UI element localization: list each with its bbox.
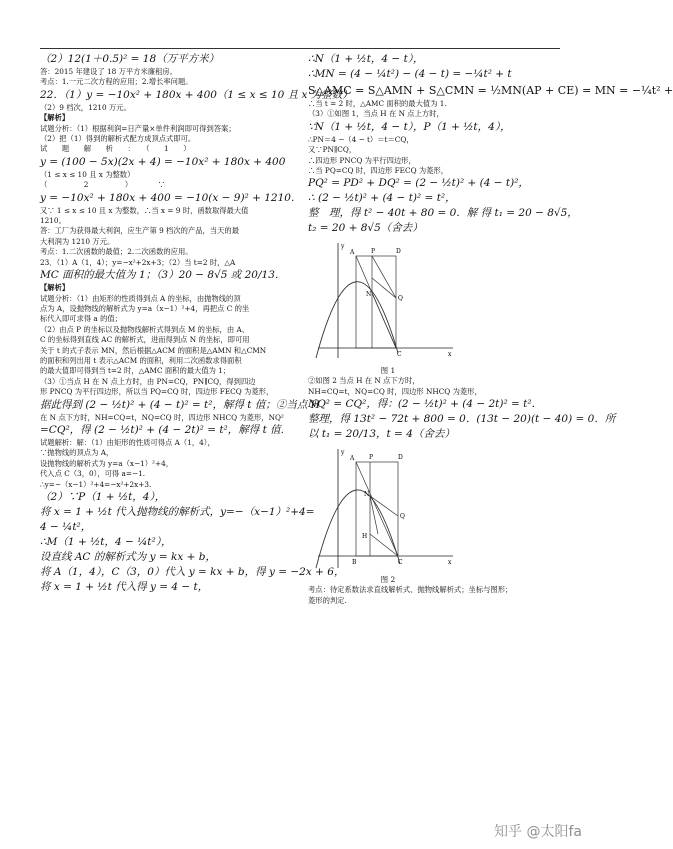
text-line: （2）把（1）得到的解析式配方成顶点式即可。 [40, 134, 196, 144]
text-line: 以 t₁ = 20/13，t = 4（舍去） [308, 428, 455, 441]
text-line: 的面积和列出用 t 表示△ACM 的面积，利用二次函数求得面积 [40, 355, 242, 365]
label-p: P [369, 454, 374, 462]
label-a: A [350, 455, 355, 463]
text-line: 答：工厂为获得最大利润，应生产第 9 档次的产品，当天的最 [40, 226, 239, 236]
text-line: （2）9 档次，1210 万元。 [40, 102, 131, 112]
text-line: y = −10x² + 180x + 400 = −10(x − 9)² + 1210. [40, 191, 295, 204]
label-b: B [352, 559, 357, 567]
text-line: y = (100 − 5x)(2x + 4) = −10x² + 180x + 400 [40, 155, 286, 168]
text-line: =CQ²，得 (2 − ½t)² + (4 − 2t)² = t²，解得 t 值. [40, 423, 285, 436]
text-line: ∴N（1 + ½t，4 − t）， [308, 53, 424, 65]
label-x: x [448, 351, 452, 359]
label-d: D [396, 248, 401, 256]
text-line: （ 2 ） ∵ [40, 180, 166, 190]
text-line: （1 ≤ x ≤ 10 且 x 为整数） [40, 169, 135, 179]
text-line: 考点：待定系数法求直线解析式、抛物线解析式；坐标与图形； [308, 585, 513, 595]
text-line: 1210。 [40, 216, 66, 226]
text-line: （2）由点 P 的坐标以及抛物线解析式得到点 M 的坐标，由 A、 [40, 324, 250, 334]
text-line: 标代入即可求得 a 的值； [40, 314, 122, 324]
label-x: x [448, 559, 452, 567]
text-line: ∵抛物线的顶点为 A， [40, 448, 114, 458]
text-line: 试题分析：（1）由矩形的性质得到点 A 的坐标，由抛物线的顶 [40, 293, 241, 303]
label-y: y [341, 243, 345, 251]
text-line: ∴PN＝4 −（4 − t）＝t＝CQ， [308, 134, 414, 144]
parabola [316, 282, 398, 358]
text-line: 将 x = 1 + ½t 代入抛物线的解析式，y=−（x−1）²+4= [40, 506, 315, 518]
figure-2 [308, 444, 458, 572]
text-line: 【解析】 [40, 113, 70, 123]
text-line: 试 题 解 析 ： （ 1 ） [40, 144, 191, 154]
text-line: 整理，得 13t² − 72t + 800 = 0．(13t − 20)(t − 40) = 0．所 [308, 413, 616, 426]
text-line: t₂ = 20 + 8√5（舍去） [308, 222, 423, 235]
text-line: NQ² = CQ²，得：(2 − ½t)² + (4 − 2t)² = t²． [308, 398, 543, 411]
label-n: N [364, 491, 370, 499]
text-line: 将 A（1，4），C（3，0）代入 y = kx + b，得 y = −2x + 6， [40, 566, 345, 578]
text-line: （3）①如图 1，当点 H 在 N 点上方时， [308, 109, 444, 119]
watermark: 知乎 @太阳fa [494, 824, 582, 840]
right-top-block [308, 52, 673, 236]
text-line: 答：2015 年建设了 18 万平方米廉租房。 [40, 67, 177, 76]
figure-1 [308, 238, 458, 363]
label-y: y [341, 449, 345, 457]
label-p: P [371, 248, 376, 256]
text-line: PQ² = PD² + DQ² = (2 − ½t)² + (4 − t)²， [308, 177, 529, 190]
line-nq [370, 496, 398, 516]
label-d: D [398, 454, 403, 462]
text-line: 试题解析：解：（1）由矩形的性质可得点 A（1，4）， [40, 437, 215, 447]
text-line: 形 PNCQ 为平行四边形，所以当 PQ=CQ 时，四边形 FECQ 为菱形， [40, 387, 274, 397]
text-line: ∴ (2 − ½t)² + (4 − t)² = t²， [308, 192, 456, 205]
right-mid-block [308, 376, 616, 442]
text-line: 菱形的判定. [308, 595, 347, 605]
label-q: Q [400, 513, 405, 521]
text-line: ∴y=−（x−1）²+4=−x²+2x+3. [40, 479, 152, 489]
text-line: ∵N（1 + ½t，4 − t），P（1 + ½t，4）， [308, 120, 511, 133]
text-line: ∴四边形 PNCQ 为平行四边形， [308, 155, 416, 165]
text-line: 整 理，得 t² − 40t + 80 = 0．解 得 t₁ = 20 − 8√5， [308, 207, 578, 220]
text-line: 23．（1）A（1，4）；y=−x²+2x+3；（2）当 t=2 时，△A [40, 257, 236, 267]
text-line: 关于 t 的式子表示 MN，然后根据△ACM 的面积是△AMN 和△CMN [40, 345, 267, 355]
text-line: S△AMC = S△AMN + S△CMN = ½MN(AP + CE) = MN = −¼t² + [308, 84, 673, 97]
text-line: MC 面积的最大值为 1；（3）20 − 8√5 或 20/13． [40, 269, 286, 282]
text-line: 大利润为 1210 万元。 [40, 236, 115, 246]
label-h: H [362, 533, 368, 541]
text-line: C 的坐标得到直线 AC 的解析式，进而得到点 N 的坐标，即可用 [40, 335, 250, 345]
label-c: C [398, 559, 403, 567]
text-line: NH=CQ=t，NQ=CQ 时，四边形 NHCQ 为菱形， [308, 386, 482, 396]
text-line: 考点：1.一元二次方程的应用；2.增长率问题。 [40, 77, 193, 87]
text-line: 的最大值即可得到当 t=2 时，△AMC 面积的最大值为 1； [40, 366, 231, 376]
text-line: 设抛物线的解析式为 y=a（x−1）²+4， [40, 458, 174, 468]
figure-2-caption: 图 2 [380, 575, 396, 585]
right-column [308, 52, 673, 606]
line-mq [372, 278, 396, 298]
text-line: 4 − ¼t²， [40, 521, 92, 533]
label-q: Q [398, 295, 403, 303]
text-line: 试题分析：（1）根据利润=日产量×单件利润即可得到答案； [40, 123, 236, 133]
text-line: ∴M（1 + ½t，4 − ¼t²）， [40, 536, 172, 548]
text-line: 又∵PN∥CQ， [308, 145, 357, 155]
text-line: （2）∵P（1 + ½t，4）， [40, 491, 166, 503]
text-line: 又∵ 1 ≤ x ≤ 10 且 x 为整数，∴当 x = 9 时，函数取得最大值 [40, 205, 249, 215]
text-line: 据此得到 (2 − ½t)² + (4 − t)² = t²，解得 t 值；②当点 H [40, 398, 320, 411]
line-nc [372, 293, 396, 348]
text-line: ∴MN = (4 − ¼t²) − (4 − t) = −¼t² + t [308, 68, 512, 80]
text-line: 代入点 C（3，0），可得 a=−1. [40, 469, 146, 479]
text-line: 22．（1）y = −10x² + 180x + 400（1 ≤ x ≤ 10 且 x 为整数） [40, 88, 353, 101]
top-rule [40, 48, 560, 49]
text-line: （2）12(1＋0.5)² = 18（万平方米） [40, 53, 220, 65]
text-line: 在 N 点下方时，NH=CQ=t，NQ=CQ 时，四边形 NHCQ 为菱形，NQ² [40, 412, 284, 422]
label-a: A [350, 249, 355, 257]
text-line: ∴当 PQ=CQ 时，四边形 FECQ 为菱形， [308, 166, 449, 176]
right-bottom-block [308, 585, 568, 606]
text-line: ②如图 2 当点 H 在 N 点下方时， [308, 376, 420, 386]
figure-1-caption: 图 1 [380, 366, 396, 376]
label-n: N [366, 291, 372, 299]
text-line: ∴当 t = 2 时，△AMC 面积的最大值为 1. [308, 99, 447, 108]
text-line: （3）①当点 H 在 N 点上方时，由 PN=CQ，PN∥CQ，得到四边 [40, 376, 256, 386]
text-line: 点为 A，设抛物线的解析式为 y=a（x−1）²+4，再把点 C 的坐 [40, 303, 250, 313]
text-line: 考点：1.二次函数的最值；2.二次函数的应用。 [40, 247, 193, 257]
line-pq [372, 256, 396, 298]
line-ac [356, 462, 398, 556]
text-line: 将 x = 1 + ½t 代入得 y = 4 − t， [40, 581, 209, 593]
text-line: 【解析】 [40, 283, 70, 293]
label-c: C [397, 351, 402, 359]
text-line: 设直线 AC 的解析式为 y = kx + b， [40, 551, 217, 563]
